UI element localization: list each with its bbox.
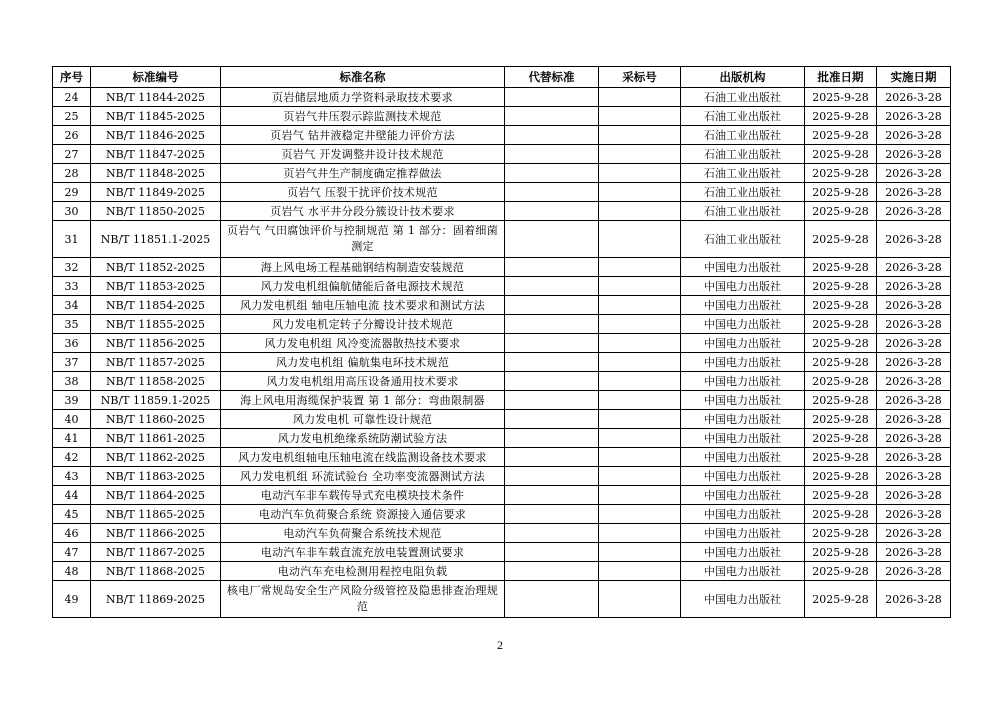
serial-cell: 42 (53, 448, 91, 467)
adopted-number-cell (599, 202, 681, 221)
standard-name-cell: 页岩气 气田腐蚀评价与控制规范 第 1 部分：固着细菌测定 (221, 221, 505, 258)
adopted-number-cell (599, 107, 681, 126)
standard-code-cell: NB/T 11856-2025 (91, 334, 221, 353)
standards-table (52, 66, 951, 618)
replaced-standard-cell (505, 410, 599, 429)
approval-date-cell: 2025-9-28 (805, 126, 877, 145)
standard-code-cell: NB/T 11860-2025 (91, 410, 221, 429)
standard-code-cell: NB/T 11865-2025 (91, 505, 221, 524)
effective-date-cell: 2026-3-28 (877, 183, 951, 202)
effective-date-cell: 2026-3-28 (877, 543, 951, 562)
adopted-number-cell (599, 486, 681, 505)
adopted-number-cell (599, 467, 681, 486)
table-row (53, 543, 951, 562)
replaced-standard-cell (505, 107, 599, 126)
publisher-cell: 石油工业出版社 (681, 88, 805, 107)
serial-cell: 24 (53, 88, 91, 107)
approval-date-cell: 2025-9-28 (805, 448, 877, 467)
replaced-standard-cell (505, 126, 599, 145)
adopted-number-cell (599, 581, 681, 618)
effective-date-cell: 2026-3-28 (877, 505, 951, 524)
effective-date-cell: 2026-3-28 (877, 448, 951, 467)
table-row (53, 258, 951, 277)
approval-date-cell: 2025-9-28 (805, 524, 877, 543)
effective-date-cell: 2026-3-28 (877, 467, 951, 486)
standard-name-cell: 页岩储层地质力学资料录取技术要求 (221, 88, 505, 107)
standard-name-cell: 页岩气 水平井分段分簇设计技术要求 (221, 202, 505, 221)
adopted-number-cell (599, 164, 681, 183)
replaced-standard-cell (505, 353, 599, 372)
publisher-cell: 石油工业出版社 (681, 183, 805, 202)
table-row (53, 505, 951, 524)
approval-date-cell: 2025-9-28 (805, 391, 877, 410)
header-standard-name: 标准名称 (221, 67, 505, 88)
header-standard-code: 标准编号 (91, 67, 221, 88)
effective-date-cell: 2026-3-28 (877, 562, 951, 581)
header-serial: 序号 (53, 67, 91, 88)
publisher-cell: 石油工业出版社 (681, 164, 805, 183)
standard-code-cell: NB/T 11844-2025 (91, 88, 221, 107)
publisher-cell: 中国电力出版社 (681, 448, 805, 467)
standard-code-cell: NB/T 11858-2025 (91, 372, 221, 391)
adopted-number-cell (599, 391, 681, 410)
effective-date-cell: 2026-3-28 (877, 334, 951, 353)
serial-cell: 44 (53, 486, 91, 505)
standard-code-cell: NB/T 11863-2025 (91, 467, 221, 486)
standard-name-cell: 页岩气 压裂干扰评价技术规范 (221, 183, 505, 202)
approval-date-cell: 2025-9-28 (805, 467, 877, 486)
table-row (53, 126, 951, 145)
standard-name-cell: 风力发电机组偏航储能后备电源技术规范 (221, 277, 505, 296)
effective-date-cell: 2026-3-28 (877, 391, 951, 410)
publisher-cell: 中国电力出版社 (681, 296, 805, 315)
approval-date-cell: 2025-9-28 (805, 296, 877, 315)
serial-cell: 37 (53, 353, 91, 372)
replaced-standard-cell (505, 221, 599, 258)
standard-code-cell: NB/T 11861-2025 (91, 429, 221, 448)
standard-code-cell: NB/T 11859.1-2025 (91, 391, 221, 410)
standard-code-cell: NB/T 11846-2025 (91, 126, 221, 145)
serial-cell: 31 (53, 221, 91, 258)
adopted-number-cell (599, 524, 681, 543)
approval-date-cell: 2025-9-28 (805, 164, 877, 183)
serial-cell: 27 (53, 145, 91, 164)
table-row (53, 391, 951, 410)
publisher-cell: 中国电力出版社 (681, 581, 805, 618)
effective-date-cell: 2026-3-28 (877, 126, 951, 145)
adopted-number-cell (599, 315, 681, 334)
publisher-cell: 中国电力出版社 (681, 524, 805, 543)
effective-date-cell: 2026-3-28 (877, 277, 951, 296)
replaced-standard-cell (505, 183, 599, 202)
standard-code-cell: NB/T 11852-2025 (91, 258, 221, 277)
publisher-cell: 中国电力出版社 (681, 543, 805, 562)
table-row (53, 107, 951, 126)
replaced-standard-cell (505, 296, 599, 315)
replaced-standard-cell (505, 562, 599, 581)
table-row (53, 315, 951, 334)
publisher-cell: 中国电力出版社 (681, 429, 805, 448)
effective-date-cell: 2026-3-28 (877, 164, 951, 183)
approval-date-cell: 2025-9-28 (805, 221, 877, 258)
publisher-cell: 中国电力出版社 (681, 353, 805, 372)
effective-date-cell: 2026-3-28 (877, 258, 951, 277)
table-row (53, 183, 951, 202)
replaced-standard-cell (505, 372, 599, 391)
standard-name-cell: 海上风电场工程基础钢结构制造安装规范 (221, 258, 505, 277)
standard-code-cell: NB/T 11868-2025 (91, 562, 221, 581)
approval-date-cell: 2025-9-28 (805, 372, 877, 391)
adopted-number-cell (599, 448, 681, 467)
effective-date-cell: 2026-3-28 (877, 296, 951, 315)
replaced-standard-cell (505, 202, 599, 221)
approval-date-cell: 2025-9-28 (805, 202, 877, 221)
standard-name-cell: 页岩气井生产制度确定推荐做法 (221, 164, 505, 183)
effective-date-cell: 2026-3-28 (877, 315, 951, 334)
approval-date-cell: 2025-9-28 (805, 145, 877, 164)
standard-name-cell: 海上风电用海缆保护装置 第 1 部分：弯曲限制器 (221, 391, 505, 410)
approval-date-cell: 2025-9-28 (805, 353, 877, 372)
table-row (53, 562, 951, 581)
header-approval-date: 批准日期 (805, 67, 877, 88)
standard-name-cell: 风力发电机组 轴电压轴电流 技术要求和测试方法 (221, 296, 505, 315)
standard-code-cell: NB/T 11853-2025 (91, 277, 221, 296)
standard-code-cell: NB/T 11867-2025 (91, 543, 221, 562)
approval-date-cell: 2025-9-28 (805, 315, 877, 334)
standard-name-cell: 风力发电机定转子分瓣设计技术规范 (221, 315, 505, 334)
approval-date-cell: 2025-9-28 (805, 505, 877, 524)
replaced-standard-cell (505, 505, 599, 524)
replaced-standard-cell (505, 429, 599, 448)
approval-date-cell: 2025-9-28 (805, 334, 877, 353)
publisher-cell: 中国电力出版社 (681, 258, 805, 277)
adopted-number-cell (599, 334, 681, 353)
table-row (53, 448, 951, 467)
table-row (53, 334, 951, 353)
serial-cell: 48 (53, 562, 91, 581)
adopted-number-cell (599, 258, 681, 277)
serial-cell: 49 (53, 581, 91, 618)
serial-cell: 29 (53, 183, 91, 202)
serial-cell: 36 (53, 334, 91, 353)
serial-cell: 46 (53, 524, 91, 543)
effective-date-cell: 2026-3-28 (877, 88, 951, 107)
publisher-cell: 中国电力出版社 (681, 467, 805, 486)
replaced-standard-cell (505, 88, 599, 107)
publisher-cell: 石油工业出版社 (681, 202, 805, 221)
serial-cell: 39 (53, 391, 91, 410)
standard-code-cell: NB/T 11854-2025 (91, 296, 221, 315)
standard-code-cell: NB/T 11851.1-2025 (91, 221, 221, 258)
table-row (53, 277, 951, 296)
replaced-standard-cell (505, 486, 599, 505)
standard-name-cell: 风力发电机组用高压设备通用技术要求 (221, 372, 505, 391)
replaced-standard-cell (505, 467, 599, 486)
adopted-number-cell (599, 505, 681, 524)
table-row (53, 524, 951, 543)
standard-code-cell: NB/T 11869-2025 (91, 581, 221, 618)
table-row (53, 372, 951, 391)
effective-date-cell: 2026-3-28 (877, 410, 951, 429)
approval-date-cell: 2025-9-28 (805, 429, 877, 448)
approval-date-cell: 2025-9-28 (805, 277, 877, 296)
approval-date-cell: 2025-9-28 (805, 562, 877, 581)
table-body (53, 88, 951, 618)
effective-date-cell: 2026-3-28 (877, 429, 951, 448)
publisher-cell: 中国电力出版社 (681, 562, 805, 581)
publisher-cell: 中国电力出版社 (681, 334, 805, 353)
effective-date-cell: 2026-3-28 (877, 581, 951, 618)
standard-name-cell: 页岩气 开发调整井设计技术规范 (221, 145, 505, 164)
approval-date-cell: 2025-9-28 (805, 543, 877, 562)
page-number: 2 (497, 638, 503, 652)
table-row (53, 202, 951, 221)
publisher-cell: 石油工业出版社 (681, 221, 805, 258)
standard-name-cell: 电动汽车非车载直流充放电装置测试要求 (221, 543, 505, 562)
serial-cell: 25 (53, 107, 91, 126)
table-header-row (53, 67, 951, 88)
adopted-number-cell (599, 429, 681, 448)
header-adopted-number: 采标号 (599, 67, 681, 88)
replaced-standard-cell (505, 543, 599, 562)
adopted-number-cell (599, 88, 681, 107)
standard-code-cell: NB/T 11848-2025 (91, 164, 221, 183)
standard-code-cell: NB/T 11855-2025 (91, 315, 221, 334)
adopted-number-cell (599, 562, 681, 581)
effective-date-cell: 2026-3-28 (877, 145, 951, 164)
effective-date-cell: 2026-3-28 (877, 372, 951, 391)
approval-date-cell: 2025-9-28 (805, 581, 877, 618)
serial-cell: 45 (53, 505, 91, 524)
adopted-number-cell (599, 145, 681, 164)
standard-code-cell: NB/T 11857-2025 (91, 353, 221, 372)
serial-cell: 26 (53, 126, 91, 145)
approval-date-cell: 2025-9-28 (805, 88, 877, 107)
publisher-cell: 中国电力出版社 (681, 391, 805, 410)
table-row (53, 164, 951, 183)
table-row (53, 467, 951, 486)
adopted-number-cell (599, 183, 681, 202)
approval-date-cell: 2025-9-28 (805, 410, 877, 429)
serial-cell: 38 (53, 372, 91, 391)
standard-code-cell: NB/T 11849-2025 (91, 183, 221, 202)
table-row (53, 221, 951, 258)
adopted-number-cell (599, 126, 681, 145)
serial-cell: 47 (53, 543, 91, 562)
publisher-cell: 石油工业出版社 (681, 107, 805, 126)
effective-date-cell: 2026-3-28 (877, 353, 951, 372)
publisher-cell: 中国电力出版社 (681, 410, 805, 429)
standard-name-cell: 电动汽车非车载传导式充电模块技术条件 (221, 486, 505, 505)
serial-cell: 33 (53, 277, 91, 296)
publisher-cell: 石油工业出版社 (681, 126, 805, 145)
publisher-cell: 中国电力出版社 (681, 486, 805, 505)
standard-code-cell: NB/T 11864-2025 (91, 486, 221, 505)
table-row (53, 296, 951, 315)
replaced-standard-cell (505, 524, 599, 543)
adopted-number-cell (599, 296, 681, 315)
standard-code-cell: NB/T 11850-2025 (91, 202, 221, 221)
table-row (53, 88, 951, 107)
publisher-cell: 石油工业出版社 (681, 145, 805, 164)
effective-date-cell: 2026-3-28 (877, 221, 951, 258)
header-replaced-standard: 代替标准 (505, 67, 599, 88)
table-row (53, 429, 951, 448)
effective-date-cell: 2026-3-28 (877, 107, 951, 126)
table-row (53, 410, 951, 429)
effective-date-cell: 2026-3-28 (877, 486, 951, 505)
header-effective-date: 实施日期 (877, 67, 951, 88)
publisher-cell: 中国电力出版社 (681, 372, 805, 391)
serial-cell: 40 (53, 410, 91, 429)
table-row (53, 486, 951, 505)
serial-cell: 34 (53, 296, 91, 315)
replaced-standard-cell (505, 581, 599, 618)
standard-name-cell: 页岩气 钻井液稳定井壁能力评价方法 (221, 126, 505, 145)
replaced-standard-cell (505, 145, 599, 164)
replaced-standard-cell (505, 277, 599, 296)
serial-cell: 43 (53, 467, 91, 486)
publisher-cell: 中国电力出版社 (681, 505, 805, 524)
standard-code-cell: NB/T 11845-2025 (91, 107, 221, 126)
standard-name-cell: 电动汽车负荷聚合系统技术规范 (221, 524, 505, 543)
replaced-standard-cell (505, 315, 599, 334)
publisher-cell: 中国电力出版社 (681, 315, 805, 334)
standard-name-cell: 风力发电机组轴电压轴电流在线监测设备技术要求 (221, 448, 505, 467)
serial-cell: 32 (53, 258, 91, 277)
replaced-standard-cell (505, 164, 599, 183)
adopted-number-cell (599, 353, 681, 372)
adopted-number-cell (599, 543, 681, 562)
approval-date-cell: 2025-9-28 (805, 183, 877, 202)
standard-name-cell: 页岩气井压裂示踪监测技术规范 (221, 107, 505, 126)
replaced-standard-cell (505, 334, 599, 353)
standard-name-cell: 风力发电机 可靠性设计规范 (221, 410, 505, 429)
serial-cell: 28 (53, 164, 91, 183)
standard-code-cell: NB/T 11862-2025 (91, 448, 221, 467)
standard-name-cell: 电动汽车充电检测用程控电阻负载 (221, 562, 505, 581)
standard-name-cell: 电动汽车负荷聚合系统 资源接入通信要求 (221, 505, 505, 524)
adopted-number-cell (599, 221, 681, 258)
table-row (53, 353, 951, 372)
standard-name-cell: 风力发电机组 风冷变流器散热技术要求 (221, 334, 505, 353)
header-publisher: 出版机构 (681, 67, 805, 88)
serial-cell: 30 (53, 202, 91, 221)
standard-name-cell: 核电厂常规岛安全生产风险分级管控及隐患排查治理规范 (221, 581, 505, 618)
serial-cell: 35 (53, 315, 91, 334)
standard-name-cell: 风力发电机组 环流试验台 全功率变流器测试方法 (221, 467, 505, 486)
replaced-standard-cell (505, 448, 599, 467)
approval-date-cell: 2025-9-28 (805, 107, 877, 126)
adopted-number-cell (599, 410, 681, 429)
table-row (53, 581, 951, 618)
standard-code-cell: NB/T 11847-2025 (91, 145, 221, 164)
approval-date-cell: 2025-9-28 (805, 486, 877, 505)
replaced-standard-cell (505, 391, 599, 410)
standard-name-cell: 风力发电机组 偏航集电环技术规范 (221, 353, 505, 372)
adopted-number-cell (599, 277, 681, 296)
standard-name-cell: 风力发电机绝缘系统防潮试验方法 (221, 429, 505, 448)
effective-date-cell: 2026-3-28 (877, 524, 951, 543)
adopted-number-cell (599, 372, 681, 391)
replaced-standard-cell (505, 258, 599, 277)
serial-cell: 41 (53, 429, 91, 448)
standard-code-cell: NB/T 11866-2025 (91, 524, 221, 543)
effective-date-cell: 2026-3-28 (877, 202, 951, 221)
approval-date-cell: 2025-9-28 (805, 258, 877, 277)
publisher-cell: 中国电力出版社 (681, 277, 805, 296)
table-row (53, 145, 951, 164)
